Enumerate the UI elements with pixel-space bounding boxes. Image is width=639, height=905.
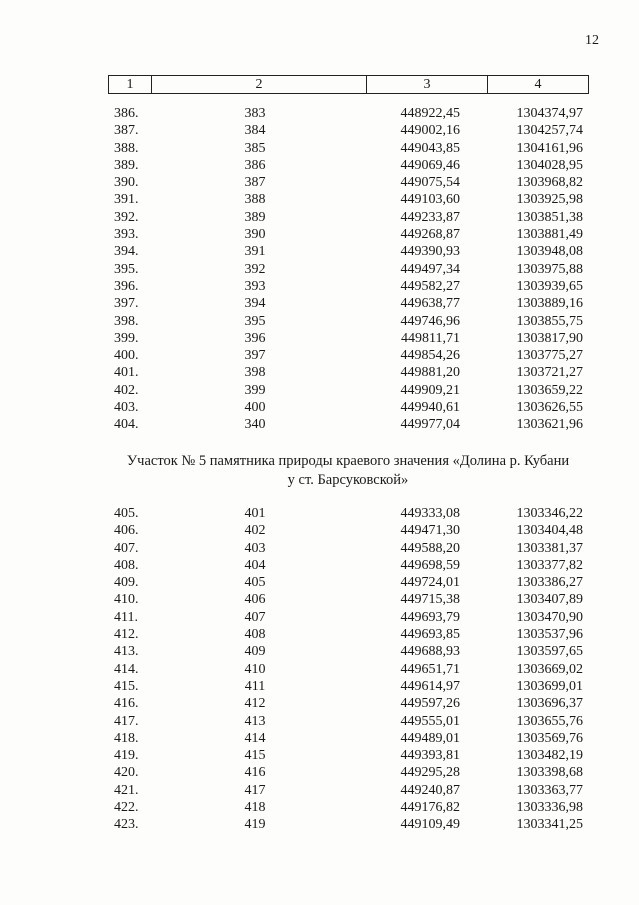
row-number: 397. [114, 296, 139, 312]
table-row [0, 382, 639, 399]
row-number: 421. [114, 782, 139, 798]
y-coordinate: 1303404,48 [516, 523, 583, 539]
y-coordinate: 1303470,90 [516, 609, 583, 625]
point-number: 403 [244, 540, 266, 556]
point-number: 387 [244, 175, 266, 191]
table-row [0, 226, 639, 243]
row-number: 398. [114, 313, 139, 329]
y-coordinate: 1303775,27 [516, 348, 583, 364]
row-number: 415. [114, 678, 139, 694]
column-header-4: 4 [488, 76, 589, 94]
x-coordinate: 449333,08 [400, 506, 460, 521]
row-number: 402. [114, 382, 139, 398]
x-coordinate: 449043,85 [400, 140, 460, 156]
x-coordinate: 449977,04 [400, 417, 460, 433]
point-number: 390 [244, 227, 266, 243]
row-number: 405. [114, 506, 139, 521]
y-coordinate: 1303381,37 [516, 540, 583, 556]
x-coordinate: 449693,85 [400, 627, 460, 643]
point-number: 393 [244, 278, 266, 294]
section-title-line-2: у ст. Барсуковской» [287, 472, 409, 488]
point-number: 386 [244, 157, 266, 173]
row-number: 406. [114, 523, 139, 539]
table-row [0, 695, 639, 712]
y-coordinate: 1303669,02 [516, 661, 583, 677]
row-number: 387. [114, 123, 139, 139]
row-number: 401. [114, 365, 139, 381]
table-row [0, 643, 639, 660]
x-coordinate: 449497,34 [400, 261, 460, 277]
y-coordinate: 1303975,88 [516, 261, 583, 277]
row-number: 407. [114, 540, 139, 556]
point-number: 391 [244, 244, 266, 260]
row-number: 386. [114, 106, 139, 121]
table-row [0, 209, 639, 226]
table-row [0, 174, 639, 191]
x-coordinate: 449393,81 [400, 748, 460, 764]
table-row [0, 105, 639, 122]
row-number: 408. [114, 557, 139, 573]
row-number: 420. [114, 765, 139, 781]
table-row [0, 799, 639, 816]
table-row [0, 243, 639, 260]
row-number: 393. [114, 227, 139, 243]
y-coordinate: 1303817,90 [516, 330, 583, 346]
point-number: 414 [244, 730, 266, 746]
point-number: 402 [244, 523, 266, 539]
table-row [0, 747, 639, 764]
y-coordinate: 1303948,08 [516, 244, 583, 260]
point-number: 398 [244, 365, 266, 381]
row-number: 394. [114, 244, 139, 260]
x-coordinate: 449854,26 [400, 348, 460, 364]
y-coordinate: 1303655,76 [516, 713, 583, 729]
table-row [0, 347, 639, 364]
row-number: 391. [114, 192, 139, 208]
table-row [0, 591, 639, 608]
y-coordinate: 1303398,68 [516, 765, 583, 781]
y-coordinate: 1303939,65 [516, 278, 583, 294]
y-coordinate: 1303482,19 [516, 748, 583, 764]
x-coordinate: 449693,79 [400, 609, 460, 625]
table-row [0, 713, 639, 730]
point-number: 411 [244, 678, 266, 694]
point-number: 416 [244, 765, 266, 781]
table-row [0, 261, 639, 278]
point-number: 384 [244, 123, 266, 139]
x-coordinate: 449638,77 [400, 296, 460, 312]
table-row [0, 782, 639, 799]
table-row [0, 157, 639, 174]
table-row [0, 764, 639, 781]
column-header-table [108, 75, 589, 94]
x-coordinate: 449103,60 [400, 192, 460, 208]
y-coordinate: 1303407,89 [516, 592, 583, 608]
row-number: 392. [114, 209, 139, 225]
x-coordinate: 449588,20 [400, 540, 460, 556]
row-number: 403. [114, 400, 139, 416]
point-number: 404 [244, 557, 266, 573]
row-number: 418. [114, 730, 139, 746]
table-row [0, 140, 639, 157]
point-number: 419 [244, 817, 266, 833]
point-number: 417 [244, 782, 266, 798]
x-coordinate: 449176,82 [400, 800, 460, 816]
point-number: 413 [244, 713, 266, 729]
table-row [0, 364, 639, 381]
row-number: 414. [114, 661, 139, 677]
table-row [0, 505, 639, 522]
x-coordinate: 449940,61 [400, 400, 460, 416]
x-coordinate: 449002,16 [400, 123, 460, 139]
x-coordinate: 449698,59 [400, 557, 460, 573]
table-row [0, 816, 639, 833]
row-number: 399. [114, 330, 139, 346]
point-number: 392 [244, 261, 266, 277]
point-number: 395 [244, 313, 266, 329]
table-row [0, 122, 639, 139]
table-row [0, 191, 639, 208]
table-row [0, 609, 639, 626]
y-coordinate: 1304028,95 [516, 157, 583, 173]
y-coordinate: 1303597,65 [516, 644, 583, 660]
x-coordinate: 449597,26 [400, 696, 460, 712]
y-coordinate: 1303626,55 [516, 400, 583, 416]
x-coordinate: 449069,46 [400, 157, 460, 173]
point-number: 418 [244, 800, 266, 816]
x-coordinate: 449614,97 [400, 678, 460, 694]
x-coordinate: 449240,87 [400, 782, 460, 798]
point-number: 409 [244, 644, 266, 660]
page-number: 12 [585, 33, 599, 48]
table-row [0, 574, 639, 591]
x-coordinate: 449109,49 [400, 817, 460, 833]
y-coordinate: 1303363,77 [516, 782, 583, 798]
x-coordinate: 449489,01 [400, 730, 460, 746]
column-header-1: 1 [109, 76, 152, 94]
section-title [108, 452, 588, 490]
point-number: 406 [244, 592, 266, 608]
y-coordinate: 1303621,96 [516, 417, 583, 433]
point-number: 412 [244, 696, 266, 712]
y-coordinate: 1303881,49 [516, 227, 583, 243]
point-number: 410 [244, 661, 266, 677]
point-number: 394 [244, 296, 266, 312]
table-row [0, 416, 639, 433]
point-number: 389 [244, 209, 266, 225]
row-number: 388. [114, 140, 139, 156]
row-number: 419. [114, 748, 139, 764]
table-row [0, 295, 639, 312]
table-row [0, 730, 639, 747]
y-coordinate: 1304257,74 [516, 123, 583, 139]
y-coordinate: 1303377,82 [516, 557, 583, 573]
row-number: 395. [114, 261, 139, 277]
table-row [0, 557, 639, 574]
row-number: 412. [114, 627, 139, 643]
row-number: 404. [114, 417, 139, 433]
row-number: 417. [114, 713, 139, 729]
row-number: 411. [114, 609, 138, 625]
y-coordinate: 1303721,27 [516, 365, 583, 381]
y-coordinate: 1303346,22 [516, 506, 583, 521]
point-number: 385 [244, 140, 266, 156]
coordinates-table-block-2 [0, 505, 639, 834]
section-title-line-1: Участок № 5 памятника природы краевого значения «Долина р. Кубани [126, 453, 570, 469]
x-coordinate: 449582,27 [400, 278, 460, 294]
table-row [0, 626, 639, 643]
point-number: 388 [244, 192, 266, 208]
table-row [0, 678, 639, 695]
point-number: 408 [244, 627, 266, 643]
y-coordinate: 1303659,22 [516, 382, 583, 398]
table-row [0, 399, 639, 416]
point-number: 400 [244, 400, 266, 416]
table-row [0, 278, 639, 295]
row-number: 423. [114, 817, 139, 833]
y-coordinate: 1303386,27 [516, 575, 583, 591]
y-coordinate: 1303855,75 [516, 313, 583, 329]
x-coordinate: 448922,45 [400, 106, 460, 121]
point-number: 397 [244, 348, 266, 364]
row-number: 413. [114, 644, 139, 660]
coordinates-table-block-1 [0, 105, 639, 434]
table-row [0, 540, 639, 557]
x-coordinate: 449075,54 [400, 175, 460, 191]
column-header-2: 2 [152, 76, 367, 94]
point-number: 405 [244, 575, 266, 591]
row-number: 410. [114, 592, 139, 608]
point-number: 415 [244, 748, 266, 764]
row-number: 422. [114, 800, 139, 816]
row-number: 389. [114, 157, 139, 173]
table-row [0, 313, 639, 330]
y-coordinate: 1303696,37 [516, 696, 583, 712]
y-coordinate: 1303889,16 [516, 296, 583, 312]
row-number: 390. [114, 175, 139, 191]
x-coordinate: 449268,87 [400, 227, 460, 243]
x-coordinate: 449233,87 [400, 209, 460, 225]
row-number: 400. [114, 348, 139, 364]
column-header-row [109, 76, 589, 94]
column-header-3: 3 [367, 76, 488, 94]
y-coordinate: 1303699,01 [516, 678, 583, 694]
x-coordinate: 449746,96 [400, 313, 460, 329]
y-coordinate: 1303341,25 [516, 817, 583, 833]
point-number: 401 [244, 506, 266, 521]
y-coordinate: 1303336,98 [516, 800, 583, 816]
row-number: 396. [114, 278, 139, 294]
x-coordinate: 449724,01 [400, 575, 460, 591]
point-number: 407 [244, 609, 266, 625]
x-coordinate: 449909,21 [400, 382, 460, 398]
y-coordinate: 1303537,96 [516, 627, 583, 643]
table-row [0, 661, 639, 678]
x-coordinate: 449295,28 [400, 765, 460, 781]
row-number: 416. [114, 696, 139, 712]
point-number: 396 [244, 330, 266, 346]
y-coordinate: 1304161,96 [516, 140, 583, 156]
point-number: 399 [244, 382, 266, 398]
point-number: 340 [244, 417, 266, 433]
x-coordinate: 449651,71 [400, 661, 460, 677]
y-coordinate: 1303968,82 [516, 175, 583, 191]
y-coordinate: 1303925,98 [516, 192, 583, 208]
x-coordinate: 449811,71 [401, 330, 460, 346]
x-coordinate: 449881,20 [400, 365, 460, 381]
y-coordinate: 1303851,38 [516, 209, 583, 225]
point-number: 383 [244, 106, 266, 121]
table-row [0, 522, 639, 539]
x-coordinate: 449471,30 [400, 523, 460, 539]
y-coordinate: 1304374,97 [516, 106, 583, 121]
x-coordinate: 449390,93 [400, 244, 460, 260]
x-coordinate: 449688,93 [400, 644, 460, 660]
row-number: 409. [114, 575, 139, 591]
table-row [0, 330, 639, 347]
x-coordinate: 449715,38 [400, 592, 460, 608]
x-coordinate: 449555,01 [400, 713, 460, 729]
y-coordinate: 1303569,76 [516, 730, 583, 746]
